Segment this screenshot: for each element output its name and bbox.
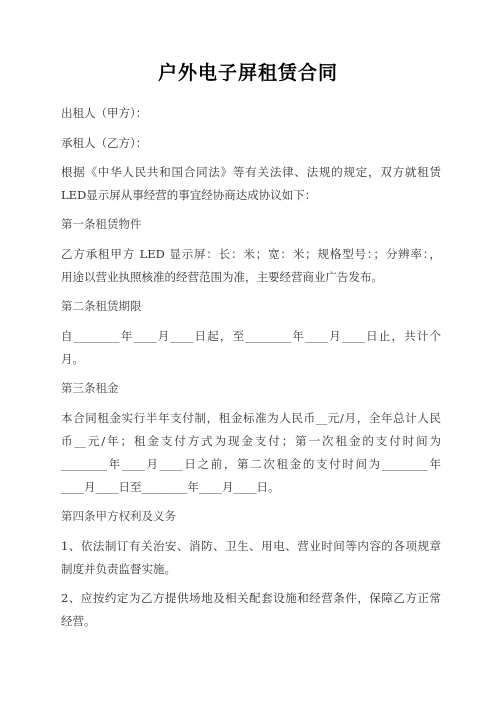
article3-line-1: 本合同租金实行半年支付制，租金标准为人民币__元/月，全年总计人民	[61, 411, 441, 425]
article3-line-2: 币__元/年；租金支付方式为现金支付；第一次租金的支付时间为	[61, 434, 441, 448]
article2-heading: 第二条租赁期限	[61, 299, 142, 313]
intro-line-2: LED显示屏从事经营的事宜经协商达成协议如下：	[61, 188, 317, 202]
article4-line-3: 2、应按约定为乙方提供场地及相关配套设施和经营条件，保障乙方正常	[61, 591, 441, 605]
document-title: 户外电子屏租赁合同	[157, 62, 338, 84]
intro-line-1: 根据《中华人民共和国合同法》等有关法律、法规的规定，双方就租赁	[61, 165, 441, 179]
article2-line-2: 月。	[61, 352, 84, 366]
lessor-line: 出租人（甲方）：	[61, 106, 148, 120]
article3-line-3: ________年____月____日之前，第二次租金的支付时间为________年	[61, 457, 441, 471]
article3-line-4: ____月____日至________年____月____日。	[61, 480, 280, 494]
article4-line-4: 经营。	[61, 614, 96, 628]
article4-line-1: 1、依法制订有关治安、消防、卫生、用电、营业时间等内容的各项规章	[61, 539, 441, 553]
article1-line-2: 用途以营业执照核准的经营范围为准，主要经营商业广告发布。	[61, 270, 383, 284]
article2-line-1: 自________年____月____日起，至________年____月____日止，共计个	[61, 329, 441, 343]
lessee-line: 承租人（乙方）：	[61, 136, 148, 150]
article4-line-2: 制度并负责监督实施。	[61, 562, 176, 576]
article3-heading: 第三条租金	[61, 381, 119, 395]
article1-line-1: 乙方承租甲方 LED 显示屏：长：米；宽：米；规格型号：；分辨率：，	[61, 247, 441, 261]
article4-heading: 第四条甲方权利及义务	[61, 509, 176, 523]
article1-heading: 第一条租赁物件	[61, 217, 142, 231]
